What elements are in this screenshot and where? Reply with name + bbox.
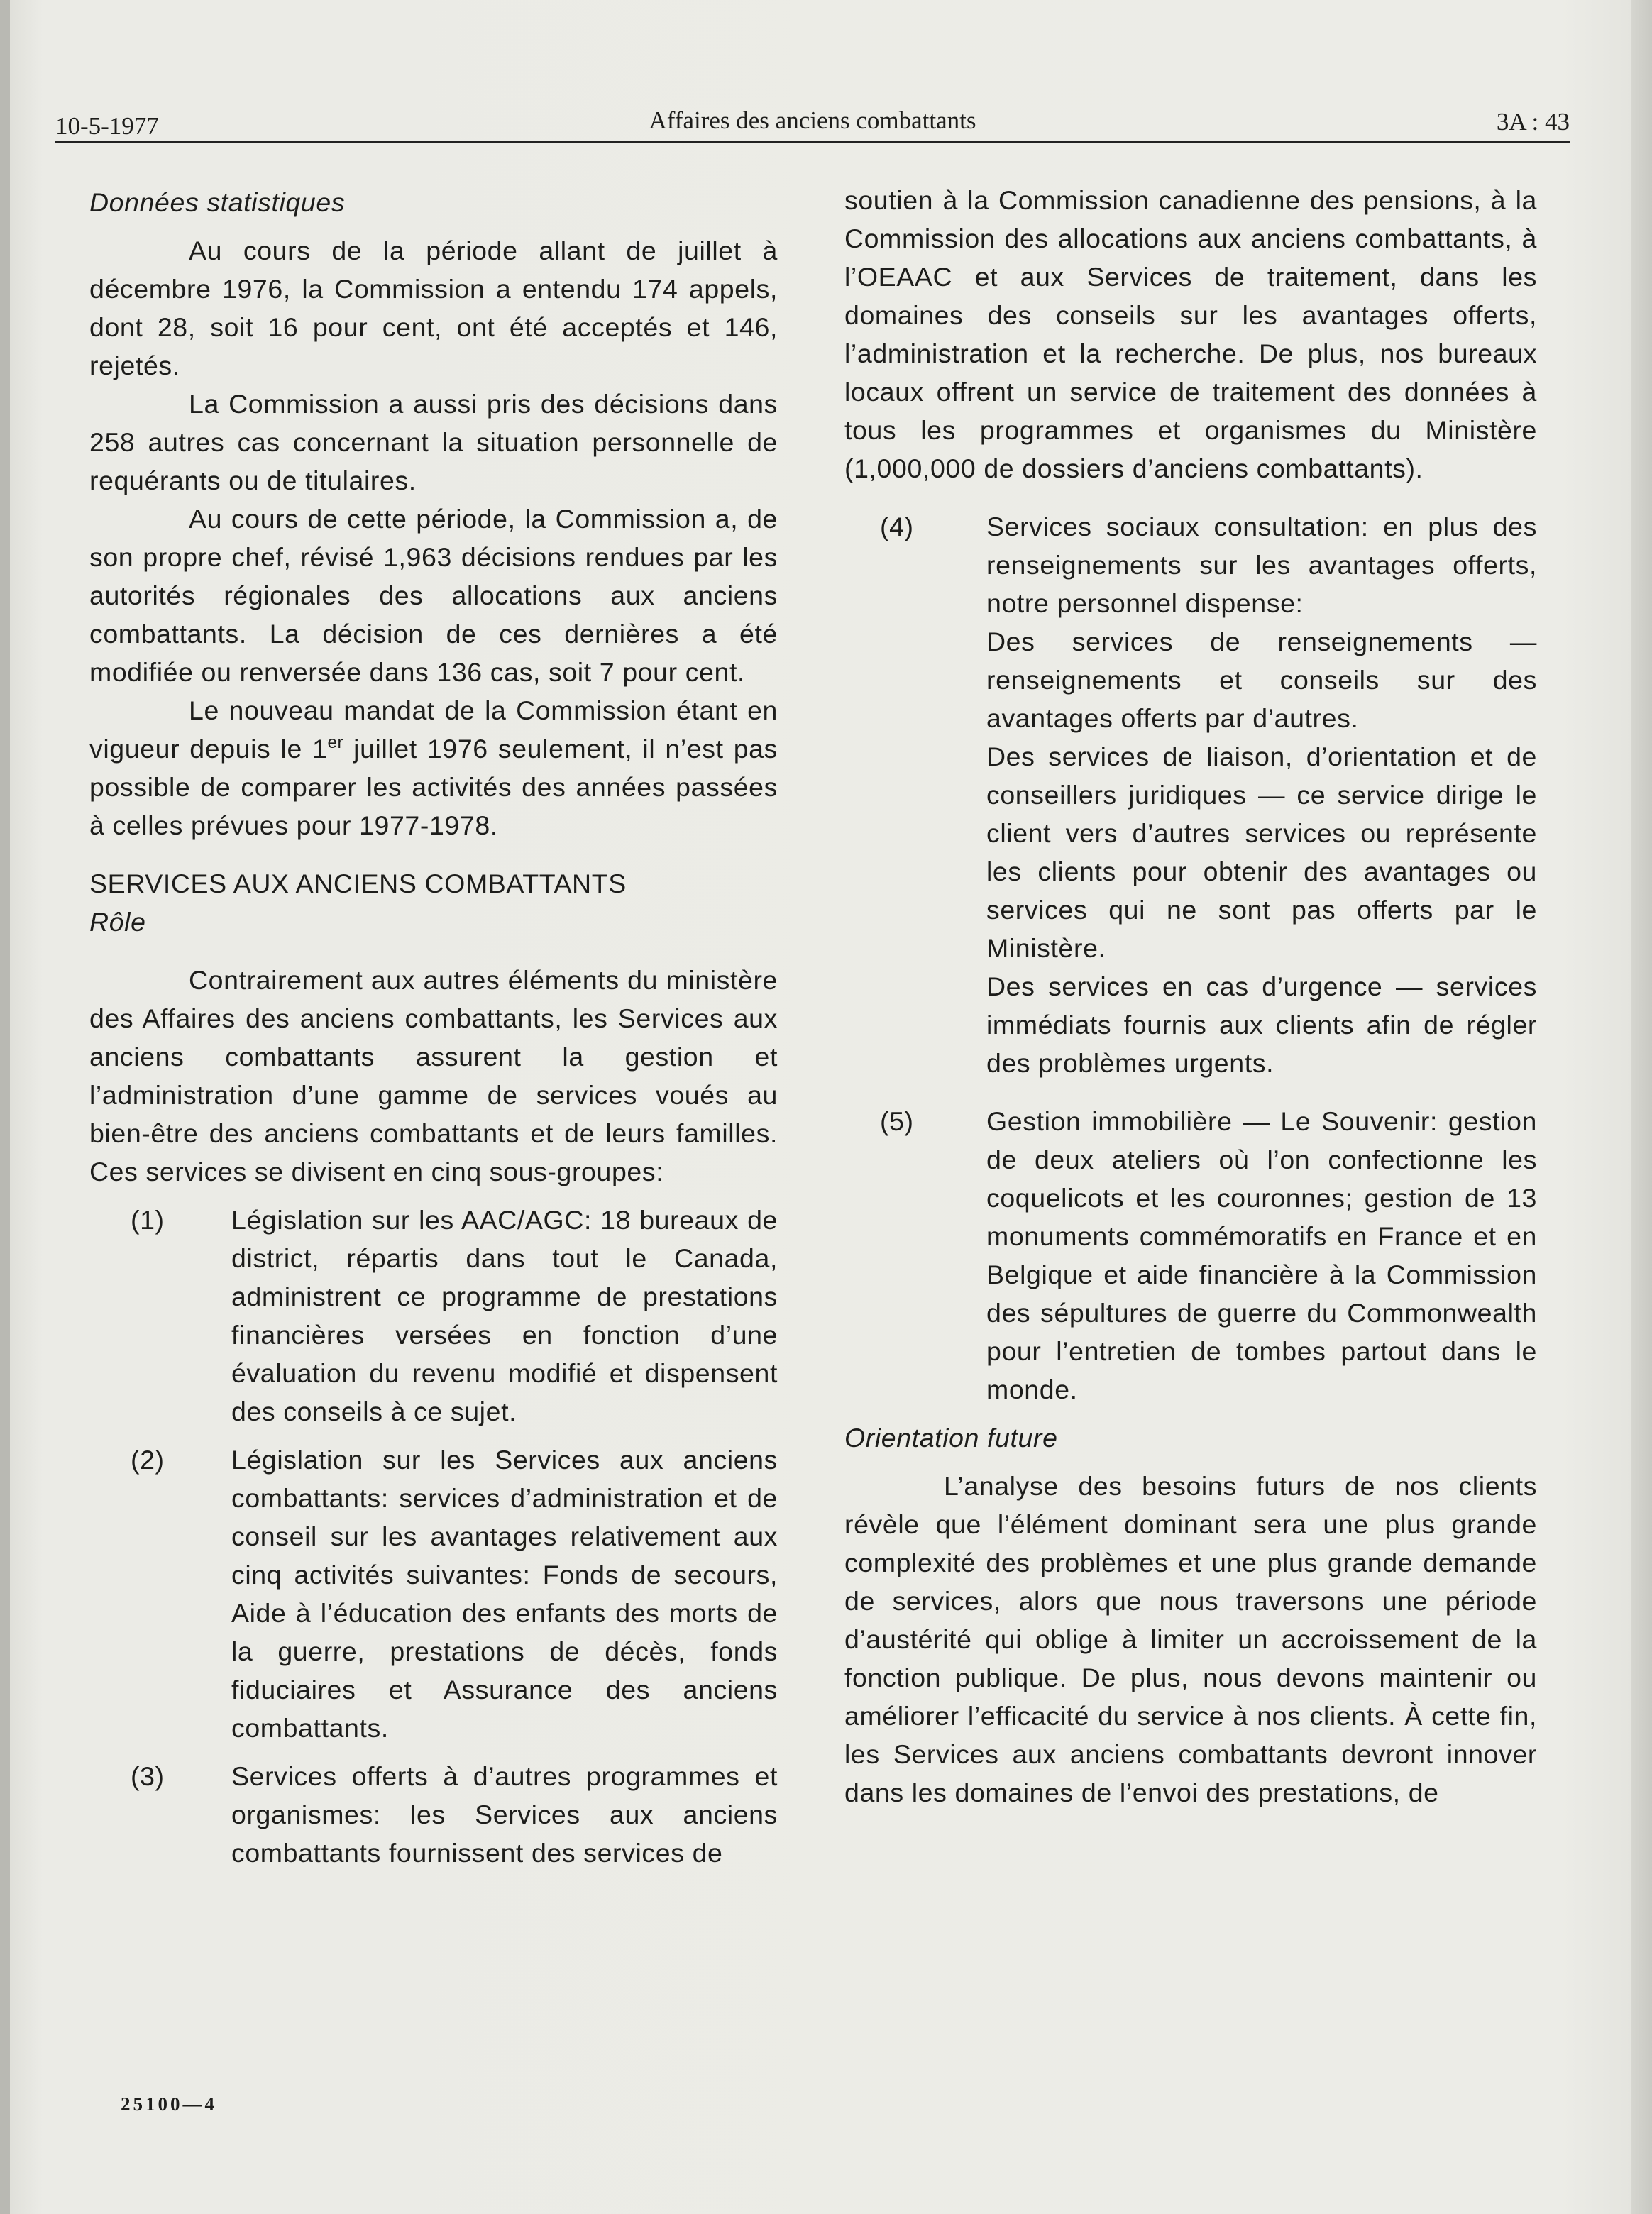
item-3-continuation: soutien à la Commission canadienne des pensions, à la Commission des allocations aux anciens combattants, à l’OEAAC et aux Services de traitement, dans les domaines des conseils sur les avantages offerts, l’administration et la recherche. De plus, nos bureaux locaux offrent un service de traitement des données à tous les programmes et organismes du Ministère (1,000,000 de dossiers d’anciens combattants). [844, 185, 1537, 483]
stats-paragraph-3: Au cours de cette période, la Commission a, de son propre chef, révisé 1,963 décisions rendues par les autorités régionales des allocations aux anciens combattants. La décision de ces dernières a été modifiée ou renversée dans 136 cas, soit 7 pour cent. [89, 504, 778, 687]
list-item-text: Législation sur les AAC/AGC: 18 bureaux de district, répartis dans tout le Canada, administrent ce programme de prestations financières versées en fonction d’une évaluation du revenu modifié et dispensent des conseils à ce sujet. [231, 1205, 778, 1426]
header-page-ref: 3A : 43 [1496, 108, 1570, 136]
page-right-edge [1631, 0, 1652, 2214]
list-item [89, 1201, 778, 1431]
list-item-number: (5) [880, 1106, 914, 1136]
list-item-text: Services offerts à d’autres programmes et organismes: les Services aux anciens combattants fournissent des services de [231, 1761, 778, 1868]
stats-paragraph-4 [89, 691, 778, 844]
item-4-sub-2: Des services de liaison, d’orientation et de conseillers juridiques — ce service dirige le client vers d’autres services ou représente les clients pour obtenir des avantages ou services qui ne sont pas offerts par le Ministère. [986, 742, 1537, 963]
item-4-intro: Services sociaux consultation: en plus des renseignements sur les avantages offerts, notre personnel dispense: [986, 512, 1537, 618]
running-header [55, 104, 1570, 143]
role-paragraph: Contrairement aux autres éléments du ministère des Affaires des anciens combattants, les Services aux anciens combattants assurent la gestion et l’administration d’une gamme de services voués au bien-être des anciens combattants et de leurs familles. Ces services se divisent en cinq sous-groupes: [89, 965, 778, 1186]
page-left-edge [0, 0, 10, 2214]
list-item [89, 1441, 778, 1747]
future-paragraph: L’analyse des besoins futurs de nos clients révèle que l’élément dominant sera une plus grande complexité des problèmes et une plus grande demande de services, alors que nous traversons une période d’austérité qui oblige à limiter un accroissement de la fonction publique. De plus, nous devons maintenir ou améliorer l’efficacité du service à nos clients. À cette fin, les Services aux anciens combattants devront innover dans les domaines de l’envoi des prestations, de [844, 1471, 1537, 1807]
list-item [844, 1102, 1537, 1409]
future-heading: Orientation future [844, 1423, 1058, 1453]
list-item-text: Législation sur les Services aux anciens combattants: services d’administration et de conseil sur les avantages relativement aux cinq activités suivantes: Fonds de secours, Aide à l’éducation des enfants des morts de la guerre, prestations de décès, fonds fiduciaires et Assurance des anciens combattants. [231, 1445, 778, 1743]
right-column [844, 181, 1537, 1812]
role-heading: Rôle [89, 907, 146, 937]
section-heading: SERVICES AUX ANCIENS COMBATTANTS [89, 869, 627, 898]
item-4-sub-3: Des services en cas d’urgence — services immédiats fournis aux clients afin de régler des problèmes urgents. [986, 971, 1537, 1078]
list-item [844, 507, 1537, 1082]
list-item-number: (2) [131, 1445, 165, 1475]
item-5-text: Gestion immobilière — Le Souvenir: gestion de deux ateliers où l’on confectionne les coquelicots et les couronnes; gestion de 13 monuments commémoratifs en France et en Belgique et aide financière à la Commission des sépultures de guerre du Commonwealth pour l’entretien de tombes partout dans le monde. [986, 1106, 1537, 1404]
left-column [89, 183, 778, 1872]
item-4-sub-1: Des services de renseignements — renseignements et conseils sur des avantages offerts par d’autres. [986, 627, 1537, 733]
stats-paragraph-4-start: Le nouveau mandat de la Commission étant en vigueur depuis le 1 [89, 695, 778, 764]
header-title: Affaires des anciens combattants [649, 106, 976, 134]
list-item-body [986, 507, 1537, 1082]
stats-paragraph-4-end: juillet 1976 seulement, il n’est pas possible de comparer les activités des années passées à celles prévues pour 1977-1978. [89, 734, 778, 840]
stats-paragraph-2: La Commission a aussi pris des décisions dans 258 autres cas concernant la situation personnelle de requérants ou de titulaires. [89, 389, 778, 495]
header-date: 10-5-1977 [55, 112, 159, 140]
superscript-er: er [327, 733, 344, 752]
stats-paragraph-1: Au cours de la période allant de juillet à décembre 1976, la Commission a entendu 174 appels, dont 28, soit 16 pour cent, ont été acceptés et 146, rejetés. [89, 236, 778, 380]
stats-heading: Données statistiques [89, 187, 346, 217]
footer-code: 25100—4 [121, 2093, 217, 2115]
list-item-number: (1) [131, 1205, 165, 1235]
list-item [89, 1757, 778, 1872]
list-item-number: (3) [131, 1761, 165, 1791]
list-item-number: (4) [880, 512, 914, 541]
